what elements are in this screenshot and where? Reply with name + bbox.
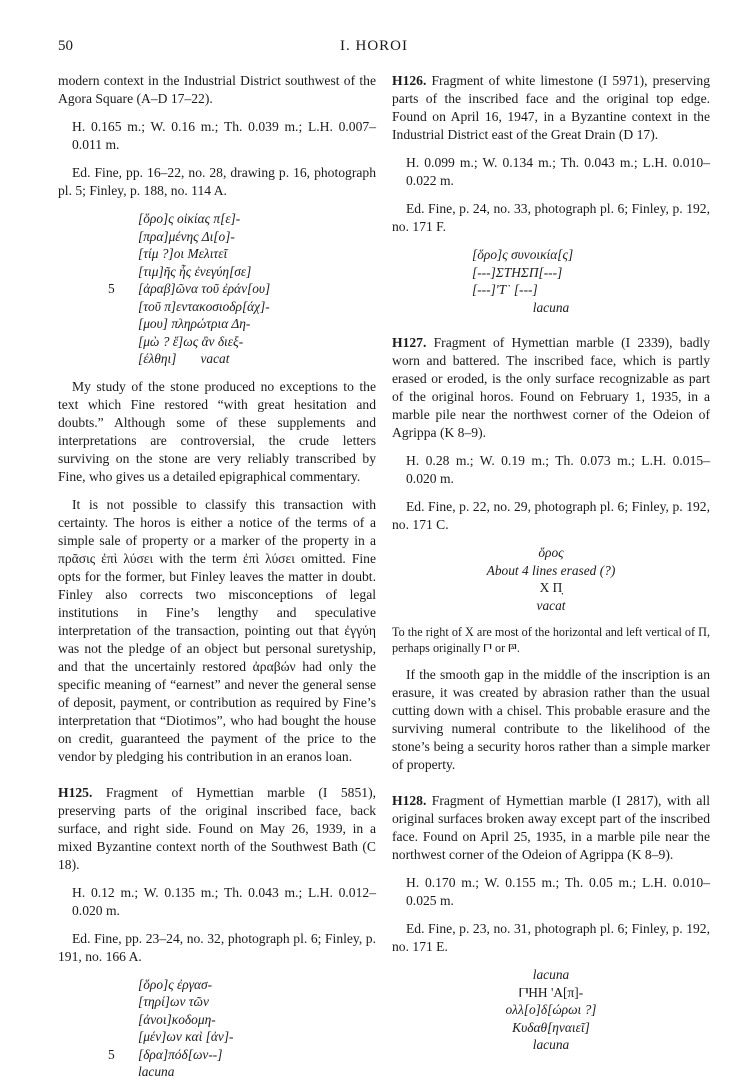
h125-id: H125.	[58, 784, 93, 800]
h127-footnote: To the right of X are most of the horizontal and left vertical of Π, perhaps originally 𐅃 or 𐅄.	[392, 625, 710, 655]
h126-inscription	[392, 246, 710, 316]
h125-entry	[58, 784, 376, 874]
inscription-line: [τοῦ π]εντακοσιοδρ[άχ]-	[138, 298, 270, 314]
inscription-line: [ἀνοι]κοδομη-	[138, 1011, 216, 1027]
h127-inscription	[392, 544, 710, 614]
h126-references: Ed. Fine, p. 24, no. 33, photograph pl. 6; Finley, p. 192, no. 171 F.	[392, 201, 710, 234]
h124-inscription	[58, 210, 376, 368]
h127-id: H127.	[392, 335, 427, 350]
line-number: 5	[108, 281, 115, 296]
vacat-label: vacat	[536, 597, 566, 613]
inscription-text: [δρα]πόδ[ων--]	[138, 1046, 223, 1062]
h126-id: H126.	[392, 73, 427, 88]
h124-references: Ed. Fine, pp. 16–22, no. 28, drawing p. 16, photograph pl. 5; Finley, p. 188, no. 114 A.	[58, 165, 376, 198]
inscription-line: Κυδαθ[ηναιεῖ]	[512, 1019, 590, 1035]
h125-measurements: H. 0.12 m.; W. 0.135 m.; Th. 0.043 m.; L.H. 0.012–0.020 m.	[72, 884, 376, 918]
h127-entry	[392, 334, 710, 442]
inscription-line: [μου] πληρώτρια Δη-	[138, 316, 251, 331]
line-number: 5	[108, 1046, 115, 1062]
h127-references: Ed. Fine, p. 22, no. 29, photograph pl. 6; Finley, p. 192, no. 171 C.	[392, 499, 710, 532]
h125-inscription	[58, 976, 376, 1081]
h128-id: H128.	[392, 793, 427, 808]
inscription-line: [μέν]ων καὶ [ἀν]-	[138, 1029, 234, 1044]
inscription-line-5	[58, 1046, 376, 1064]
left-column	[58, 72, 376, 1091]
inscription-text: [ἀραβ]ῶνα τοῦ ἐράν[ου]	[138, 281, 271, 296]
h124-measurements: H. 0.165 m.; W. 0.16 m.; Th. 0.039 m.; L.H. 0.007–0.011 m.	[72, 119, 376, 152]
inscription-text: [έλθηι]	[138, 351, 177, 366]
inscription-line: [ὅρο]ς οἰκίας π[ε]-	[138, 211, 241, 226]
continued-text: modern context in the Industrial District southwest of the Agora Square (A–D 17–22).	[58, 73, 376, 106]
h128-description: Fragment of Hymettian marble (I 2817), with all original surfaces broken away except part of the inscribed face. Found on April 25, 1935, in a marble pile near the northwest corner of the Odeion of Agrippa (K 8–9).	[392, 793, 710, 862]
inscription-line: ὅρος	[538, 545, 564, 560]
inscription-line: Χ Π̣	[539, 580, 563, 595]
inscription-line: [ὅρο]ς συνοικία[ς]	[472, 247, 574, 262]
h127-description: Fragment of Hymettian marble (I 2339), badly worn and battered. The inscribed face, which is partly erased or eroded, is the only surface recognizable as part of the original horos. Found on February 1, 1935, in a marble pile near the northwest corner of the Odeion of Agrippa (K 8–9).	[392, 335, 710, 440]
h127-measurements: H. 0.28 m.; W. 0.19 m.; Th. 0.073 m.; L.H. 0.015–0.020 m.	[406, 453, 710, 486]
running-title: I. HOROI	[340, 38, 408, 54]
inscription-line: ολλ[ο]δ[ώρωι ?]	[505, 1002, 597, 1017]
h126-entry	[392, 72, 710, 144]
inscription-line: [τίμ ?]οι Μελιτεῖ	[138, 246, 228, 261]
commentary-paragraph-3: If the smooth gap in the middle of the inscription is an erasure, it was created by abrasion rather than the usual cutting down with a chisel. This probable erasure and the surviving numeral contribute to the likelihood of the stone’s being a security horos rather than a simple marker of property.	[392, 667, 710, 772]
inscription-line: [τιμ]ῆς ἧς ἐνεγύη[σε]	[138, 263, 252, 279]
commentary-paragraph-1: My study of the stone produced no exceptions to the text which Fine restored “with great hesitation and doubts.” Although some of these supplements and interpretations are controversial, the crude letters surviving on the stone are very reliably transcribed by Fine, who gives us a detailed epigraphical commentary.	[58, 378, 376, 484]
inscription-note: About 4 lines erased (?)	[486, 562, 616, 578]
lacuna-label: lacuna	[532, 299, 570, 315]
h128-references: Ed. Fine, p. 23, no. 31, photograph pl. 6; Finley, p. 192, no. 171 E.	[392, 921, 710, 954]
inscription-line-5	[58, 280, 376, 298]
commentary-paragraph-2: It is not possible to classify this transaction with certainty. The horos is either a notice of the terms of a simple sale of property or a marker of the property in a πρᾶσις ἐπὶ λύσει with the term ἐπὶ λύσει omitted. Fine opts for the former, but Finley leaves the matter in doubt. Finley also corrects two misconceptions of legal institutions in Fine’s lengthy and speculative interpretation of the transaction, pointing out that ἐγγύη was not the pledge of an object but personal suretyship, and that the uncertainly restored ἀραβών had only the specific meaning of “earnest” and never the general sense of deposit, payment, or contribution as required by Fine’s interpretation that “Diotimos”, who had bought the house on credit, guaranteed the payment of the price to the vendor by pledging his contribution in an eranos loan.	[58, 496, 376, 764]
lacuna-label: lacuna	[532, 967, 570, 982]
h125-references: Ed. Fine, pp. 23–24, no. 32, photograph pl. 6; Finley, p. 191, no. 166 A.	[58, 930, 376, 964]
h128-entry	[392, 792, 710, 864]
page-number: 50	[58, 38, 73, 54]
right-column	[392, 72, 710, 1064]
inscription-line: [μὼ ? ἕ]ως ἂν διεξ-	[138, 333, 244, 349]
inscription-line: [---]ΣΤΗΣΠ[---]	[472, 264, 563, 280]
lacuna-label: lacuna	[138, 1064, 175, 1079]
inscription-line: [ὅρο]ς ἐργασ-	[138, 976, 213, 992]
inscription-line: [τηρί]ων τῶν	[138, 994, 209, 1009]
inscription-line-last	[58, 350, 376, 368]
h126-description: Fragment of white limestone (I 5971), preserving parts of the inscribed face and the original top edge. Found on April 16, 1947, in a Byzantine context in the Industrial District east of the Great Drain (D 17).	[392, 73, 710, 142]
lacuna-label: lacuna	[532, 1037, 570, 1052]
h125-description: Fragment of Hymettian marble (I 5851), preserving parts of the original inscribed face, back surface, and right side. Found on May 26, 1939, in a mixed Byzantine context north of the Southwest Bath (C 18).	[58, 784, 376, 872]
inscription-line: 𐅃ΗΗ 'Α[π]-	[518, 984, 584, 1000]
h128-measurements: H. 0.170 m.; W. 0.155 m.; Th. 0.05 m.; L.H. 0.010–0.025 m.	[406, 875, 710, 908]
vacat-label: vacat	[200, 351, 230, 366]
h126-measurements: H. 0.099 m.; W. 0.134 m.; Th. 0.043 m.; L.H. 0.010–0.022 m.	[406, 155, 710, 188]
inscription-line: [πρα]μένης Δι[ο]-	[138, 228, 235, 244]
inscription-line: [---]'Τ˙ [---]	[472, 282, 538, 297]
h128-inscription	[392, 966, 710, 1054]
